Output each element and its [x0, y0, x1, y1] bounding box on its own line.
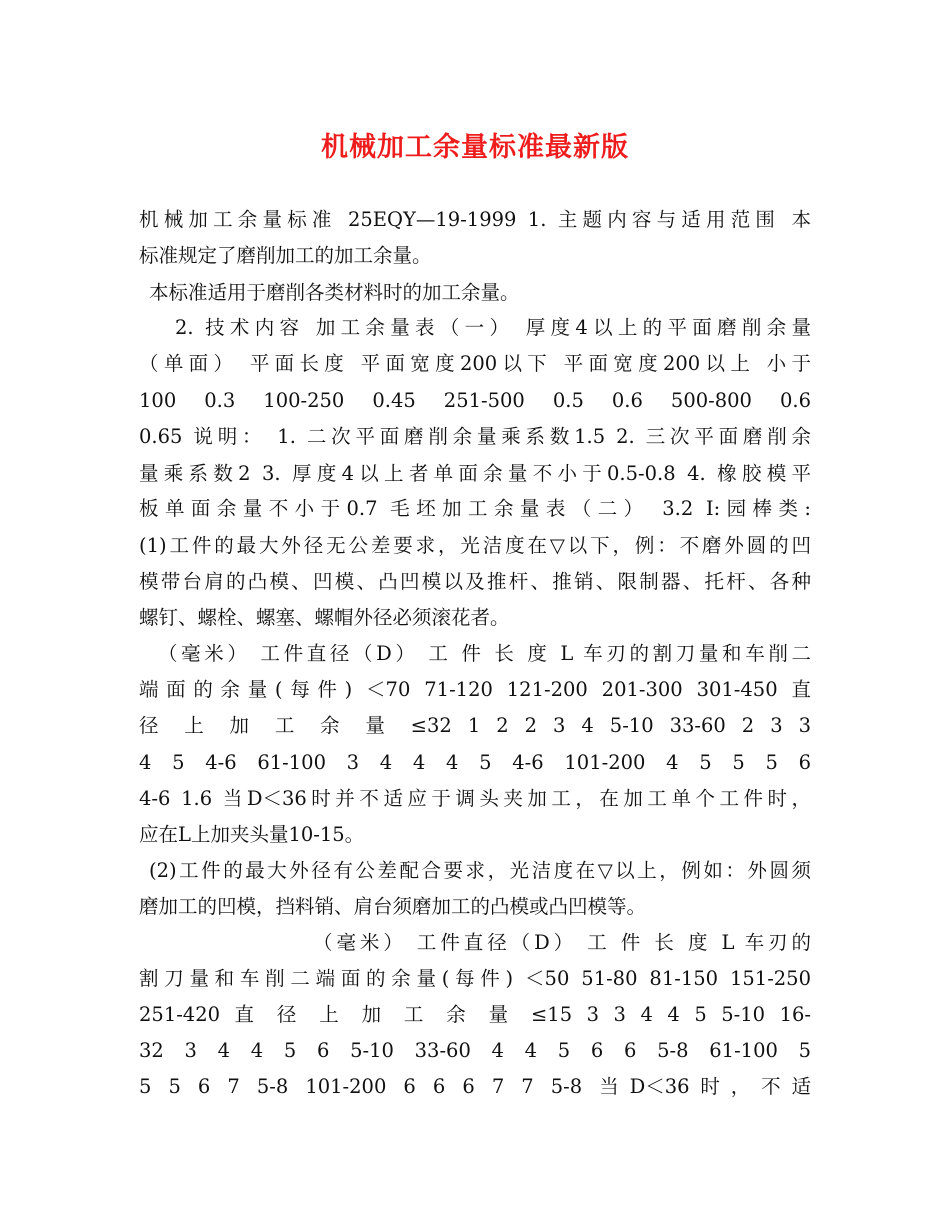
text-line: 径 上 加 工 余 量 ≤32 1 2 2 3 4 5-10 33-60 2 3 3	[139, 714, 811, 737]
text-line: 4-6 1.6 当D＜36时并不适应于调头夹加工，在加工单个工件时，	[139, 787, 811, 810]
text-line: （单面） 平面长度 平面宽度200以下 平面宽度200以上 小于	[139, 352, 811, 375]
text-line: 5 5 6 7 5-8 101-200 6 6 6 7 7 5-8 当D＜36时，不适	[139, 1075, 811, 1098]
text-line: 割刀量和车削二端面的余量(每件) ＜50 51-80 81-150 151-250	[139, 967, 811, 990]
text-line: 0.65 说明： 1. 二次平面磨削余量乘系数1.5 2. 三次平面磨削余	[139, 425, 811, 448]
document-title: 机械加工余量标准最新版	[321, 132, 629, 163]
text-line: 应在L上加夹头量10-15。	[139, 823, 365, 846]
text-line: (1)工件的最大外径无公差要求，光洁度在▽以下，例：不磨外圆的凹	[139, 534, 811, 557]
text-line: 4 5 4-6 61-100 3 4 4 4 5 4-6 101-200 4 5 5 5 6	[139, 751, 811, 774]
text-line: （毫米） 工件直径（D） 工 件 长 度 L 车刃的割刀量和车削二	[158, 642, 811, 665]
text-line: 2. 技术内容 加工余量表（一） 厚度4以上的平面磨削余量	[175, 316, 811, 339]
text-line: 板单面余量不小于0.7 毛坯加工余量表（二） 3.2 I:园棒类:	[139, 497, 811, 520]
text-line: （毫米） 工件直径（D） 工 件 长 度 L 车刃的	[313, 931, 811, 954]
text-line: 磨加工的凹模，挡料销、肩台须磨加工的凸模或凸凹模等。	[139, 895, 647, 918]
text-line: (2)工件的最大外径有公差配合要求，光洁度在▽以上，例如：外圆须	[149, 859, 811, 882]
text-line: 机械加工余量标准 25EQY—19-1999 1. 主题内容与适用范围 本	[139, 208, 811, 231]
text-line: 251-420 直 径 上 加 工 余 量 ≤15 3 3 4 4 5 5-10 16-	[139, 1003, 811, 1026]
text-line: 标准规定了磨削加工的加工余量。	[139, 244, 432, 267]
text-line: 本标准适用于磨削各类材料时的加工余量。	[149, 281, 520, 304]
text-line: 32 3 4 4 5 6 5-10 33-60 4 4 5 6 6 5-8 61-100 5	[139, 1039, 811, 1062]
text-line: 量乘系数2 3. 厚度4以上者单面余量不小于0.5-0.8 4. 橡胶模平	[139, 462, 811, 485]
text-line: 模带台肩的凸模、凹模、凸凹模以及推杆、推销、限制器、托杆、各种	[139, 570, 811, 593]
text-line: 螺钉、螺栓、螺塞、螺帽外径必须滚花者。	[139, 606, 510, 629]
text-line: 端面的余量(每件) ＜70 71-120 121-200 201-300 301-450 直	[139, 678, 811, 701]
text-line: 100 0.3 100-250 0.45 251-500 0.5 0.6 500-800 0.6	[139, 389, 811, 412]
